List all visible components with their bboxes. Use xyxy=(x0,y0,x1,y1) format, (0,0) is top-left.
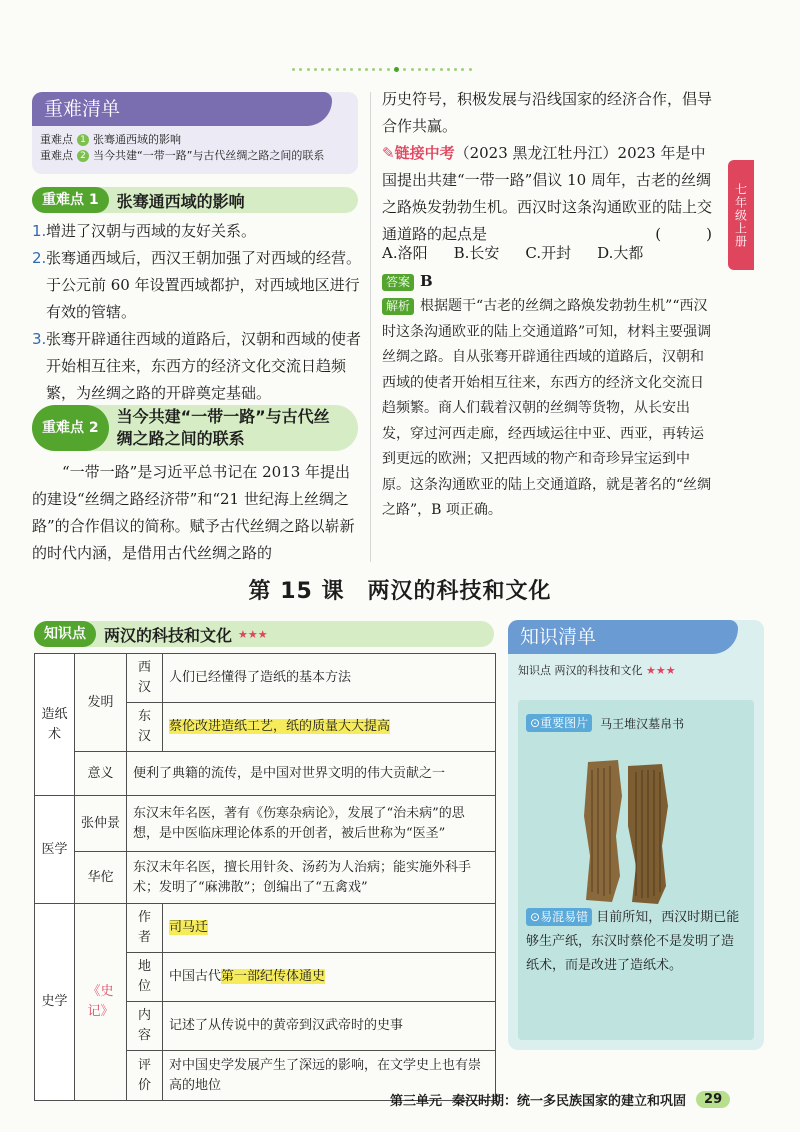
kp1-item-1 xyxy=(32,218,364,245)
author-cell: 作者 xyxy=(127,904,163,953)
title-line-1: 当今共建“一带一路”与古代丝 xyxy=(116,407,330,426)
silk-manuscript-image xyxy=(578,756,674,906)
item-number: 1. xyxy=(32,222,47,240)
key-point-prefix: 重难点 xyxy=(40,149,73,162)
history-cell: 史学 xyxy=(35,904,75,1101)
content-text: 记述了从传说中的黄帝到汉武帝时的史事 xyxy=(163,1002,496,1051)
paper-cell: 造纸术 xyxy=(35,654,75,796)
status-prefix: 中国古代 xyxy=(169,969,222,984)
link-exam-tag: ✎链接中考 xyxy=(382,144,455,162)
grade-side-tab: 七年级上册 xyxy=(728,160,754,270)
medicine-cell: 医学 xyxy=(35,796,75,904)
knowledge-list-inner xyxy=(518,700,754,1040)
answer-tag: 答案 xyxy=(382,274,414,291)
content-cell: 内容 xyxy=(127,1002,163,1051)
kp1-item-3 xyxy=(32,326,364,407)
key-point-2-continued: 历史符号，积极发展与沿线国家的经济合作，倡导合作共赢。 xyxy=(382,90,713,135)
importance-stars: ★★★ xyxy=(646,664,676,677)
important-picture-row xyxy=(526,714,684,732)
pic-tag-label: 重要图片 xyxy=(540,716,589,730)
meaning-cell: 意义 xyxy=(75,752,127,796)
title-line-2: 绸之路之间的联系 xyxy=(116,429,245,448)
unit-label: 第三单元 xyxy=(390,1094,443,1109)
unit-title: 秦汉时期：统一多民族国家的建立和巩固 xyxy=(452,1094,687,1109)
donghan-text-cell xyxy=(163,703,496,752)
item-text: 张骞通西域后，西汉王朝加强了对西域的经营。于公元前 60 年设置西域都护，对西域地区进行有效的管辖。 xyxy=(46,249,362,321)
option-b: B.长安 xyxy=(453,244,500,262)
key-point-2-banner xyxy=(32,405,358,451)
knowledge-banner xyxy=(34,621,494,647)
item-text: 增进了汉朝与西域的友好关系。 xyxy=(46,222,257,240)
option-c: C.开封 xyxy=(525,244,572,262)
knowledge-list-panel xyxy=(508,620,764,1050)
picture-caption: 马王堆汉墓帛书 xyxy=(600,716,685,731)
sub-prefix: 知识点 xyxy=(518,664,551,677)
analysis-text: 根据题干“古老的丝绸之路焕发勃勃生机”“西汉时这条沟通欧亚的陆上交通道路”可知，材料主要强调丝绸之路。自从张骞开辟通往西域的道路后，汉朝和西域的使者开始相互往来，东西方的经济文化交流日趋频繁。商人们载着汉朝的丝绸等货物，从长安出发，穿过河西走廊，经西域运往中亚、西亚，再转运到更远的欧洲；又把西域的物产和奇珍异宝运到中原。这条沟通欧亚的陆上交通道路，就是著名的“丝绸之路”，B 项正确。 xyxy=(382,298,712,518)
exam-options xyxy=(382,242,643,263)
key-point-number: 2 xyxy=(77,150,89,162)
key-point-number: 1 xyxy=(77,134,89,146)
key-point-text: 张骞通西域的影响 xyxy=(93,133,181,146)
key-point-item-2 xyxy=(32,148,358,164)
key-point-2-title xyxy=(109,406,330,450)
exam-question xyxy=(382,140,712,248)
donghan-cell: 东汉 xyxy=(127,703,163,752)
ht-text: 东汉末年名医，擅长用针灸、汤药为人治病；能实施外科手术；发明了“麻沸散”；创编出了“五禽戏” xyxy=(127,852,496,904)
invention-cell: 发明 xyxy=(75,654,127,752)
confusion-tag: ⊙易混易错 xyxy=(526,908,592,926)
knowledge-tag: 知识点 xyxy=(34,621,96,647)
donghan-text: 蔡伦改进造纸工艺，纸的质量大大提高 xyxy=(169,719,391,734)
author-text-cell xyxy=(163,904,496,953)
eval-text: 对中国史学发展产生了深远的影响，在文学史上也有崇高的地位 xyxy=(163,1051,496,1101)
confusion-note xyxy=(526,906,746,978)
link-exam-label: 链接中考 xyxy=(394,144,455,162)
knowledge-list-subtitle xyxy=(508,654,764,686)
answer-value: B xyxy=(420,272,433,290)
key-point-1-content xyxy=(32,218,364,407)
eval-cell: 评价 xyxy=(127,1051,163,1101)
exam-analysis xyxy=(382,294,712,524)
item-number: 2. xyxy=(32,249,47,267)
key-point-2-tag: 重难点 2 xyxy=(32,405,109,451)
column-divider xyxy=(370,92,371,562)
confusion-text: 目前所知，西汉时期已能够生产纸，东汉时蔡伦不是发明了造纸术，而是改进了造纸术。 xyxy=(526,910,740,973)
item-number: 3. xyxy=(32,330,47,348)
key-points-list-title: 重难清单 xyxy=(32,92,332,126)
key-point-item-1 xyxy=(32,132,358,148)
xihan-cell: 西汉 xyxy=(127,654,163,703)
status-highlight: 第一部纪传体通史 xyxy=(221,969,326,984)
importance-stars: ★★★ xyxy=(238,627,268,641)
key-point-1-title: 张骞通西域的影响 xyxy=(116,191,245,211)
meaning-text: 便利了典籍的流传，是中国对世界文明的伟大贡献之一 xyxy=(127,752,496,796)
option-d: D.大都 xyxy=(597,244,644,262)
kp1-item-2 xyxy=(32,245,364,326)
ht-cell: 华佗 xyxy=(75,852,127,904)
zzj-cell: 张仲景 xyxy=(75,796,127,852)
key-point-text: 当今共建“一带一路”与古代丝绸之路之间的联系 xyxy=(93,149,325,162)
confusion-tag-label: 易混易错 xyxy=(540,910,589,924)
key-point-2-text: “一带一路”是习近平总书记在 2013 年提出的建设“丝绸之路经济带”和“21 世纪海上丝绸之路”的合作倡议的简称。赋予古代丝绸之路以崭新的时代内涵，是借用古代丝绸之路的 xyxy=(32,463,355,562)
status-cell: 地位 xyxy=(127,953,163,1002)
option-a: A.洛阳 xyxy=(382,244,428,262)
status-text-cell xyxy=(163,953,496,1002)
xihan-text: 人们已经懂得了造纸的基本方法 xyxy=(163,654,496,703)
knowledge-table xyxy=(34,653,496,1101)
page-footer xyxy=(390,1090,730,1109)
zzj-text: 东汉末年名医，著有《伤寒杂病论》，发展了“治未病”的思想，是中医临床理论体系的开创者，被后世称为“医圣” xyxy=(127,796,496,852)
key-point-1-banner xyxy=(32,187,358,213)
exam-answer xyxy=(382,268,433,295)
key-point-prefix: 重难点 xyxy=(40,133,73,146)
important-picture-tag: ⊙重要图片 xyxy=(526,714,592,732)
item-text: 张骞开辟通往西域的道路后，汉朝和西域的使者开始相互往来，东西方的经济文化交流日趋频繁，为丝绸之路的开辟奠定基础。 xyxy=(46,330,362,402)
top-dots-decoration xyxy=(292,66,472,72)
answer-blank: ( ) xyxy=(655,225,712,243)
knowledge-list-title: 知识清单 xyxy=(508,620,738,654)
sub-title: 两汉的科技和文化 xyxy=(554,664,643,677)
exam-question-text: （2023 黑龙江牡丹江）2023 年是中国提出共建“一带一路”倡议 10 周年，古老的丝绸之路焕发勃勃生机。西汉时这条沟通欧亚的陆上交通道路的起点是 xyxy=(382,144,713,243)
page-number: 29 xyxy=(696,1091,730,1108)
shiji-cell: 《史记》 xyxy=(75,904,127,1101)
analysis-tag: 解析 xyxy=(382,298,414,315)
author-text: 司马迁 xyxy=(169,920,209,935)
lesson-title: 第 15 课 两汉的科技和文化 xyxy=(248,579,552,604)
key-points-list-box xyxy=(32,92,358,174)
knowledge-title: 两汉的科技和文化 xyxy=(104,625,233,645)
key-point-1-tag: 重难点 1 xyxy=(32,187,109,213)
